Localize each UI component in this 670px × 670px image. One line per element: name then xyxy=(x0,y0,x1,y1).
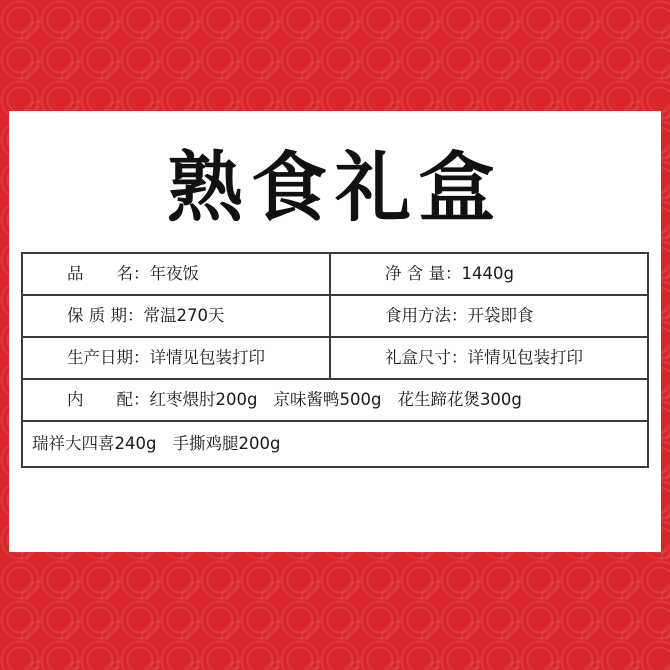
production-date-cell: 生产日期：详情见包装打印 xyxy=(67,348,265,367)
contents-cell-continued xyxy=(32,422,280,466)
product-name-cell: 品 名：年夜饭 xyxy=(67,264,199,283)
contents-item: 京味酱鸭500g xyxy=(273,390,382,409)
table-row xyxy=(23,380,647,422)
page-title: 熟食礼盒 xyxy=(167,143,503,232)
spec-table xyxy=(21,252,649,468)
shelf-life-cell: 保 质 期：常温270天 xyxy=(67,306,225,325)
contents-item: 花生蹄花煲300g xyxy=(397,390,522,409)
table-row xyxy=(23,422,647,466)
table-row xyxy=(23,296,647,338)
contents-item: 红枣煨肘200g xyxy=(149,390,258,409)
usage-cell: 食用方法：开袋即食 xyxy=(385,306,534,325)
net-content-cell: 净 含 量：1440g xyxy=(385,264,514,283)
contents-item: 手撕鸡腿200g xyxy=(172,434,281,453)
table-row xyxy=(23,338,647,380)
contents-cell xyxy=(67,380,522,420)
contents-label: 内 配： xyxy=(67,390,150,409)
contents-item: 瑞祥大四喜240g xyxy=(32,434,157,453)
table-row xyxy=(23,254,647,296)
box-size-cell: 礼盒尺寸：详情见包装打印 xyxy=(385,348,583,367)
